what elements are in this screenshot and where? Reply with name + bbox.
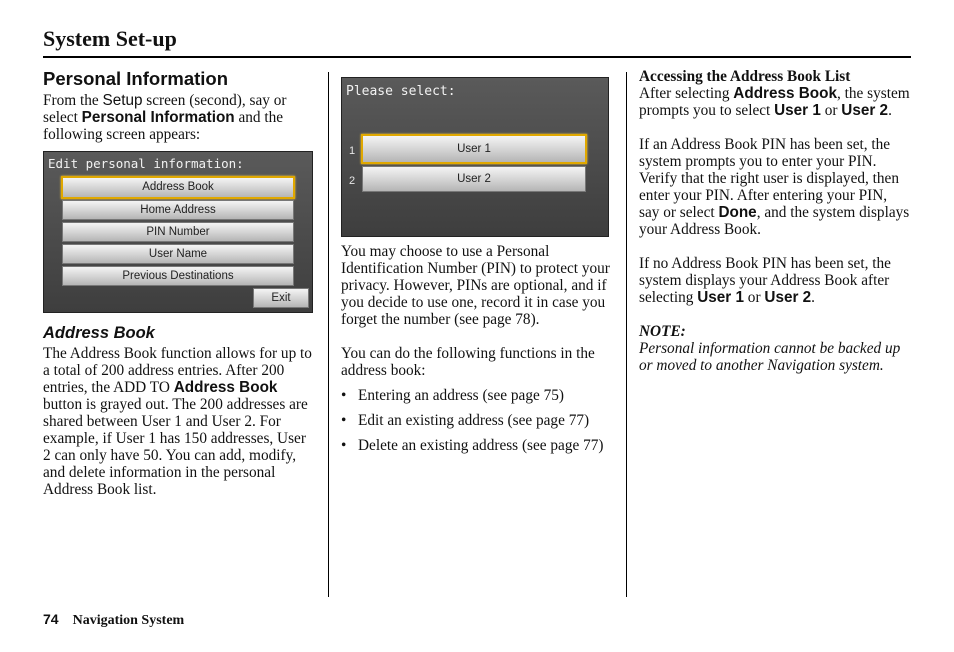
address-book-paragraph [43, 345, 315, 498]
footer-section-name: Navigation System [72, 613, 185, 628]
para1-text-1: After selecting [639, 85, 734, 102]
screen-title: Please select: [346, 84, 456, 99]
page-number: 74 [43, 611, 59, 627]
exit-button[interactable]: Exit [253, 288, 309, 308]
pin-number-button[interactable]: PIN Number [62, 222, 294, 242]
list-item: • Entering an address (see page 75) [341, 387, 616, 404]
column-divider-1 [328, 72, 329, 597]
address-book-text-1: The Address Book function allows for up to a total of 200 address entries. After 200 entries, the ADD TO [43, 345, 312, 396]
user-2-button[interactable]: User 2 [362, 166, 586, 192]
accessing-paragraph-2 [639, 136, 911, 238]
title-rule [43, 56, 911, 58]
accessing-paragraph-1 [639, 85, 911, 119]
section-heading-personal-information: Personal Information [43, 68, 229, 89]
list-item: • Edit an existing address (see page 77) [341, 412, 616, 429]
please-select-screen [341, 77, 609, 237]
column-divider-2 [626, 72, 627, 597]
row-number-2: 2 [349, 175, 356, 187]
list-item: • Delete an existing address (see page 77) [341, 437, 616, 454]
para2-text-2: , and the system displays your Address Book. [639, 204, 910, 238]
intro-text-2: screen (second), say or select [43, 92, 287, 126]
column-accessing-address-book [639, 68, 911, 374]
subheading-address-book: Address Book [43, 324, 155, 342]
intro-paragraph [43, 92, 315, 143]
para1-text-3: or [820, 102, 842, 119]
para1-text-2: , the system prompts you to select [639, 85, 910, 119]
functions-paragraph: You can do the following functions in the address book: [341, 345, 595, 379]
para1-text-4: . [888, 102, 892, 119]
note-text: Personal information cannot be backed up or moved to another Navigation system. [639, 340, 901, 374]
intro-text-1: From the [43, 92, 103, 109]
para3-text-1: If no Address Book PIN has been set, the system displays your Address Book after selecting [639, 255, 891, 306]
address-book-term: Address Book [173, 379, 278, 396]
page-footer [43, 611, 184, 629]
user-1-button[interactable]: User 1 [361, 134, 587, 164]
para3-user-1-term: User 1 [697, 289, 744, 306]
intro-text-3: and the following screen appears: [43, 109, 284, 143]
row-number-1: 1 [349, 145, 356, 157]
note-label: NOTE: [639, 323, 686, 340]
pin-paragraph: You may choose to use a Personal Identification Number (PIN) to protect your privacy. However, PINs are optional, and if you decide to use one, record it in case you forget the number (see page 78). [341, 243, 610, 328]
para2-done-term: Done [718, 204, 757, 221]
column-user-select [341, 68, 616, 462]
page-title: System Set-up [43, 26, 177, 51]
para2-text-1: If an Address Book PIN has been set, the system prompts you to enter your PIN. Verify that the right user is displayed, then enter your PIN. After entering your PIN, say or select [639, 136, 899, 221]
previous-destinations-button[interactable]: Previous Destinations [62, 266, 294, 286]
para3-text-2: or [743, 289, 765, 306]
accessing-paragraph-3 [639, 255, 911, 306]
functions-list [341, 387, 616, 454]
para1-user-1-term: User 1 [774, 102, 821, 119]
home-address-button[interactable]: Home Address [62, 200, 294, 220]
intro-setup-term: Setup [102, 92, 143, 109]
para1-address-book-term: Address Book [733, 85, 837, 102]
screen-title: Edit personal information: [48, 156, 244, 171]
para3-text-3: . [811, 289, 815, 306]
column-personal-information [43, 68, 315, 498]
user-name-button[interactable]: User Name [62, 244, 294, 264]
address-book-text-2: button is grayed out. The 200 addresses are shared between User 1 and User 2. For example, if User 1 has 150 addresses, User 2 can only have 50. You can add, modify, and delete information in the personal Address Book list. [43, 396, 308, 498]
edit-personal-info-screen [43, 151, 313, 313]
intro-personal-info-term: Personal Information [81, 109, 235, 126]
para3-user-2-term: User 2 [764, 289, 812, 306]
accessing-heading: Accessing the Address Book List [639, 68, 851, 85]
address-book-button[interactable]: Address Book [61, 176, 295, 199]
para1-user-2-term: User 2 [841, 102, 889, 119]
